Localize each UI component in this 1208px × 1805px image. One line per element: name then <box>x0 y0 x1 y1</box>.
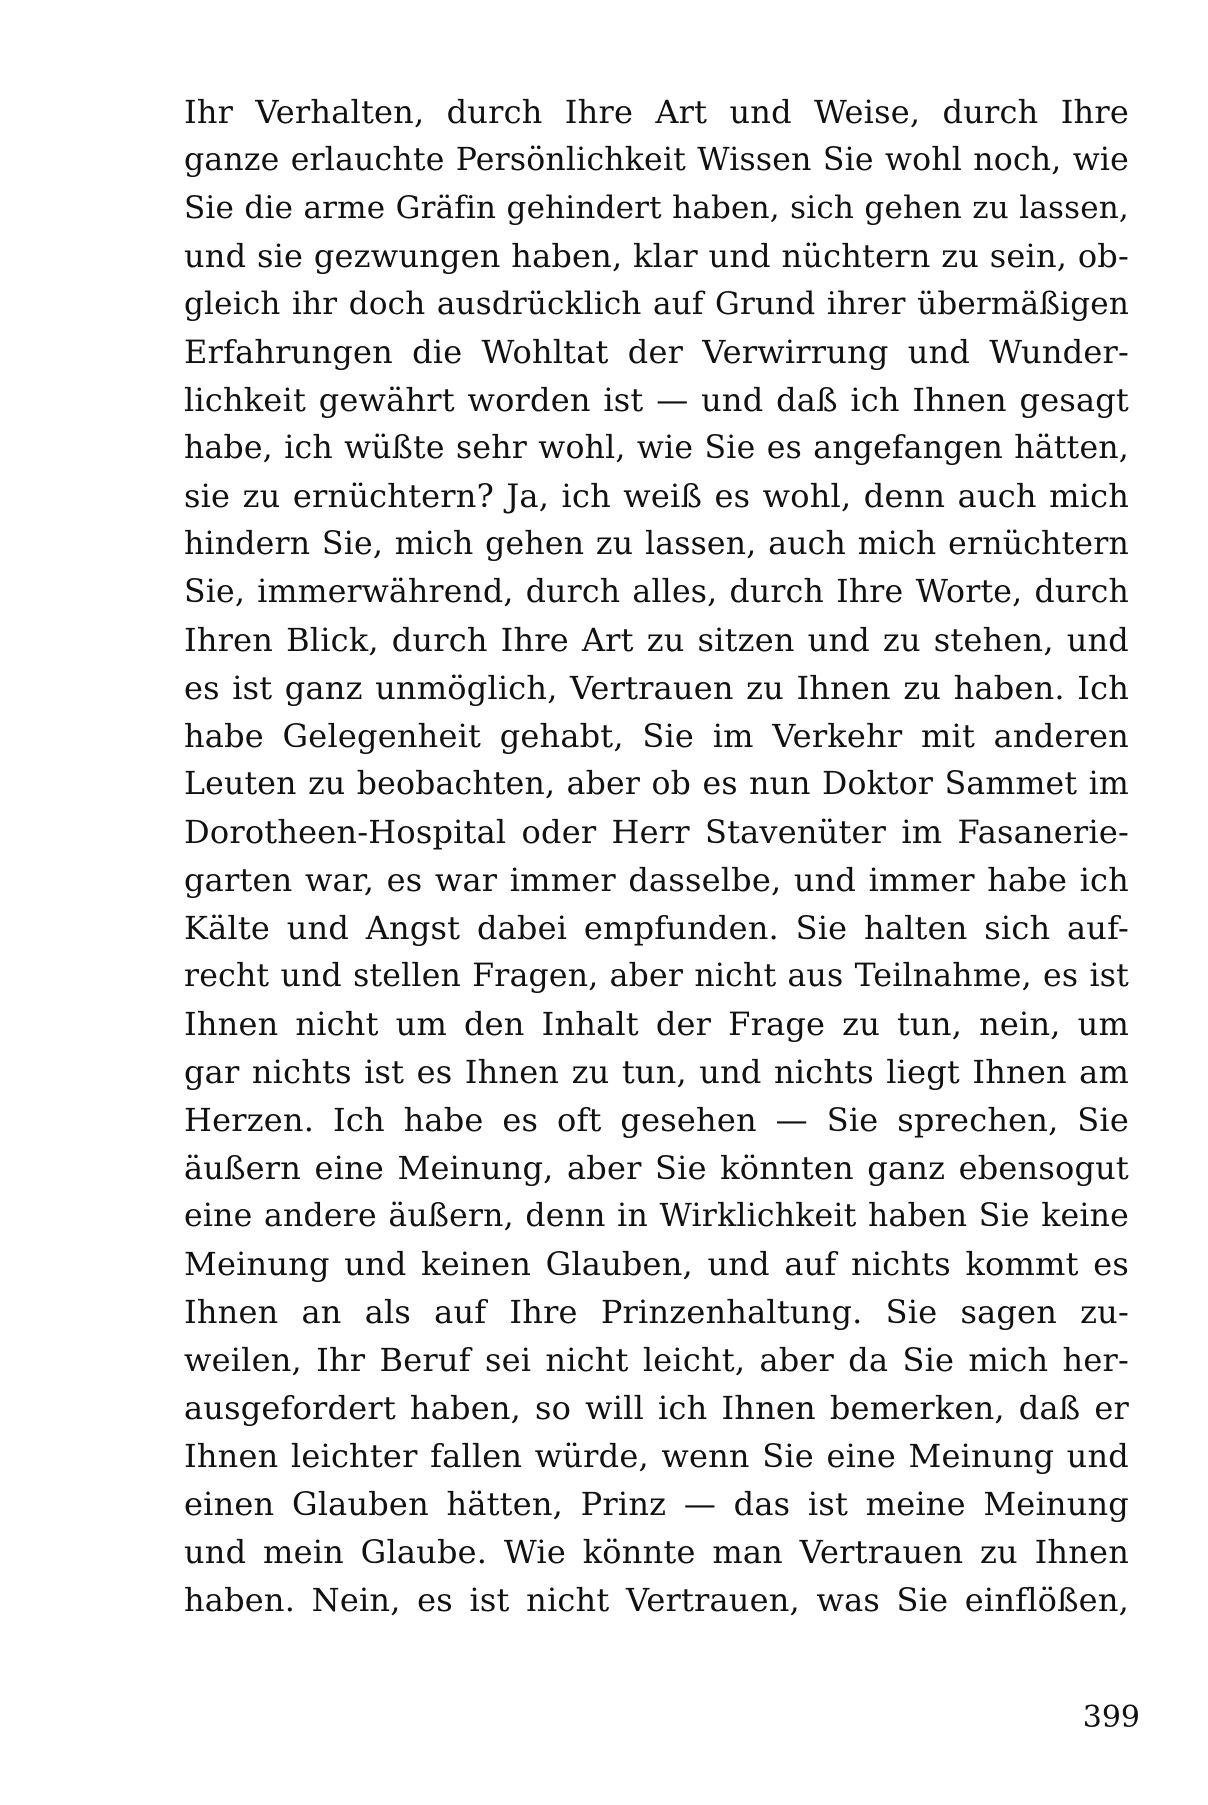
text-line: habe Gelegenheit gehabt, Sie im Verkehr mit anderen <box>184 717 1129 755</box>
text-line: Ihnen an als auf Ihre Prinzenhaltung. Sie sagen zu- <box>184 1293 1129 1331</box>
text-line: recht und stellen Fragen, aber nicht aus Teilnahme, es ist <box>184 958 1129 994</box>
text-line: Leuten zu beobachten, aber ob es nun Doktor Sammet im <box>184 766 1129 802</box>
text-line: sie zu ernüchtern? Ja, ich weiß es wohl, denn auch mich <box>184 477 1129 515</box>
text-line: ganze erlauchte Persönlichkeit Wissen Sie wohl noch, wie <box>184 142 1129 178</box>
text-line: eine andere äußern, denn in Wirklichkeit haben Sie keine <box>184 1198 1129 1234</box>
text-line: lichkeit gewährt worden ist — und daß ich Ihnen gesagt <box>184 381 1129 419</box>
body-text <box>184 88 1129 1624</box>
text-line: Ihr Verhalten, durch Ihre Art und Weise, durch Ihre <box>184 93 1129 131</box>
text-line: Ihnen leichter fallen würde, wenn Sie eine Meinung und <box>184 1437 1129 1475</box>
text-line: Sie, immerwährend, durch alles, durch Ihre Worte, durch <box>184 574 1129 610</box>
text-line: äußern eine Meinung, aber Sie könnten ganz ebensogut <box>184 1149 1129 1187</box>
text-line: Kälte und Angst dabei empfunden. Sie halten sich auf- <box>184 909 1129 947</box>
text-line: ausgefordert haben, so will ich Ihnen bemerken, daß er <box>184 1389 1129 1427</box>
text-line: Ihnen nicht um den Inhalt der Frage zu tun, nein, um <box>184 1005 1129 1043</box>
text-line: Herzen. Ich habe es oft gesehen — Sie sprechen, Sie <box>184 1101 1129 1139</box>
text-line: und sie gezwungen haben, klar und nüchtern zu sein, ob- <box>184 237 1129 275</box>
text-line: habe, ich wüßte sehr wohl, wie Sie es angefangen hätten, <box>184 430 1129 466</box>
text-line: Ihren Blick, durch Ihre Art zu sitzen und zu stehen, und <box>184 621 1129 659</box>
text-line: Meinung und keinen Glauben, und auf nichts kommt es <box>184 1245 1129 1283</box>
text-line: gar nichts ist es Ihnen zu tun, und nichts liegt Ihnen am <box>184 1053 1129 1091</box>
text-line: gleich ihr doch ausdrücklich auf Grund ihrer übermäßigen <box>184 286 1129 322</box>
text-line: Sie die arme Gräfin gehindert haben, sich gehen zu lassen, <box>184 190 1129 226</box>
page-number: 399 <box>1082 1700 1140 1735</box>
text-line: es ist ganz unmöglich, Vertrauen zu Ihnen zu haben. Ich <box>184 669 1129 707</box>
text-line: Erfahrungen die Wohltat der Verwirrung und Wunder- <box>184 333 1129 371</box>
text-line: einen Glauben hätten, Prinz — das ist meine Meinung <box>184 1485 1129 1523</box>
text-line: haben. Nein, es ist nicht Vertrauen, was Sie einflößen, <box>184 1581 1129 1619</box>
text-line: garten war, es war immer dasselbe, und immer habe ich <box>184 861 1129 899</box>
text-line: Dorotheen-Hospital oder Herr Stavenüter im Fasanerie- <box>184 813 1129 851</box>
text-line: hindern Sie, mich gehen zu lassen, auch mich ernüchtern <box>184 526 1129 562</box>
text-line: und mein Glaube. Wie könnte man Vertrauen zu Ihnen <box>184 1533 1129 1571</box>
text-line: weilen, Ihr Beruf sei nicht leicht, aber da Sie mich her- <box>184 1341 1129 1379</box>
